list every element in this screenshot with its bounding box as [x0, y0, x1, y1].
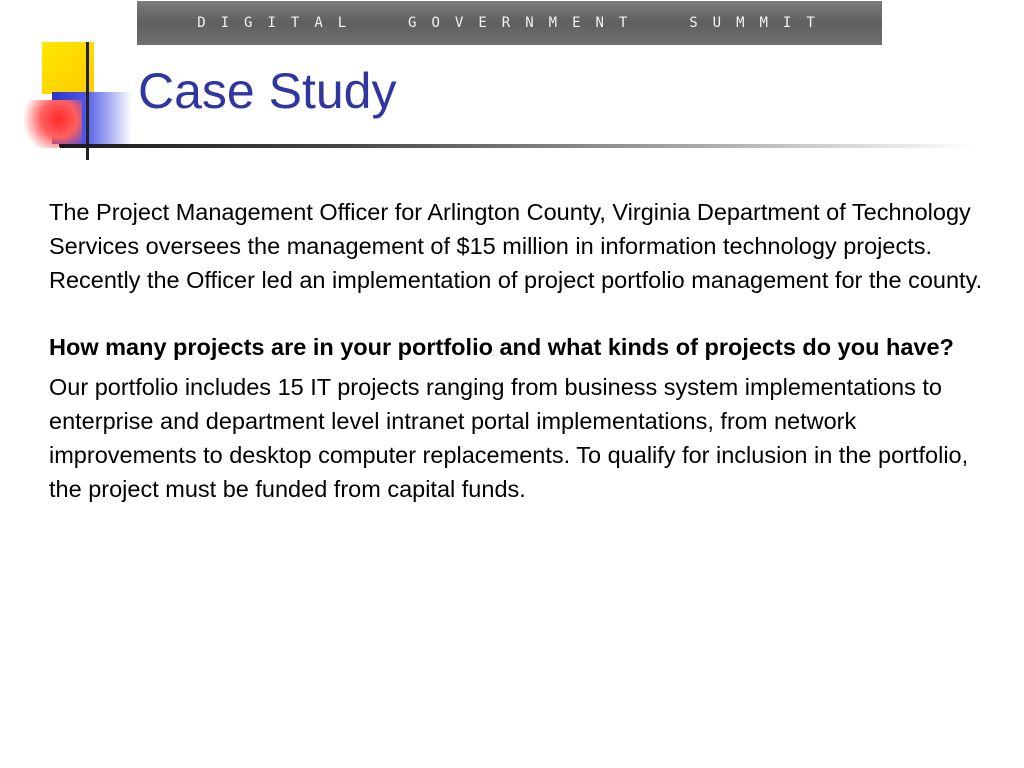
- banner-text: DIGITAL GOVERNMENT SUMMIT: [197, 15, 830, 31]
- question-heading: How many projects are in your portfolio and what kinds of projects do you have?: [49, 334, 954, 360]
- header-banner: [137, 1, 882, 45]
- slide-body: [49, 195, 1004, 506]
- title-divider: [60, 144, 975, 148]
- logo-vertical-line: [86, 42, 89, 160]
- intro-paragraph: The Project Management Officer for Arlington County, Virginia Department of Technology Services oversees the management of $15 million in information technology projects. Recently the Officer led an implementation of project portfolio management for the county.: [49, 199, 983, 293]
- logo-red-square: [24, 100, 82, 148]
- slide-title: Case Study: [138, 63, 397, 119]
- answer-paragraph: Our portfolio includes 15 IT projects ranging from business system implementations to enterprise and department level intranet portal implementations, from network improvements to desktop computer replacements. To qualify for inclusion in the portfolio, the project must be funded from capital funds.: [49, 374, 969, 502]
